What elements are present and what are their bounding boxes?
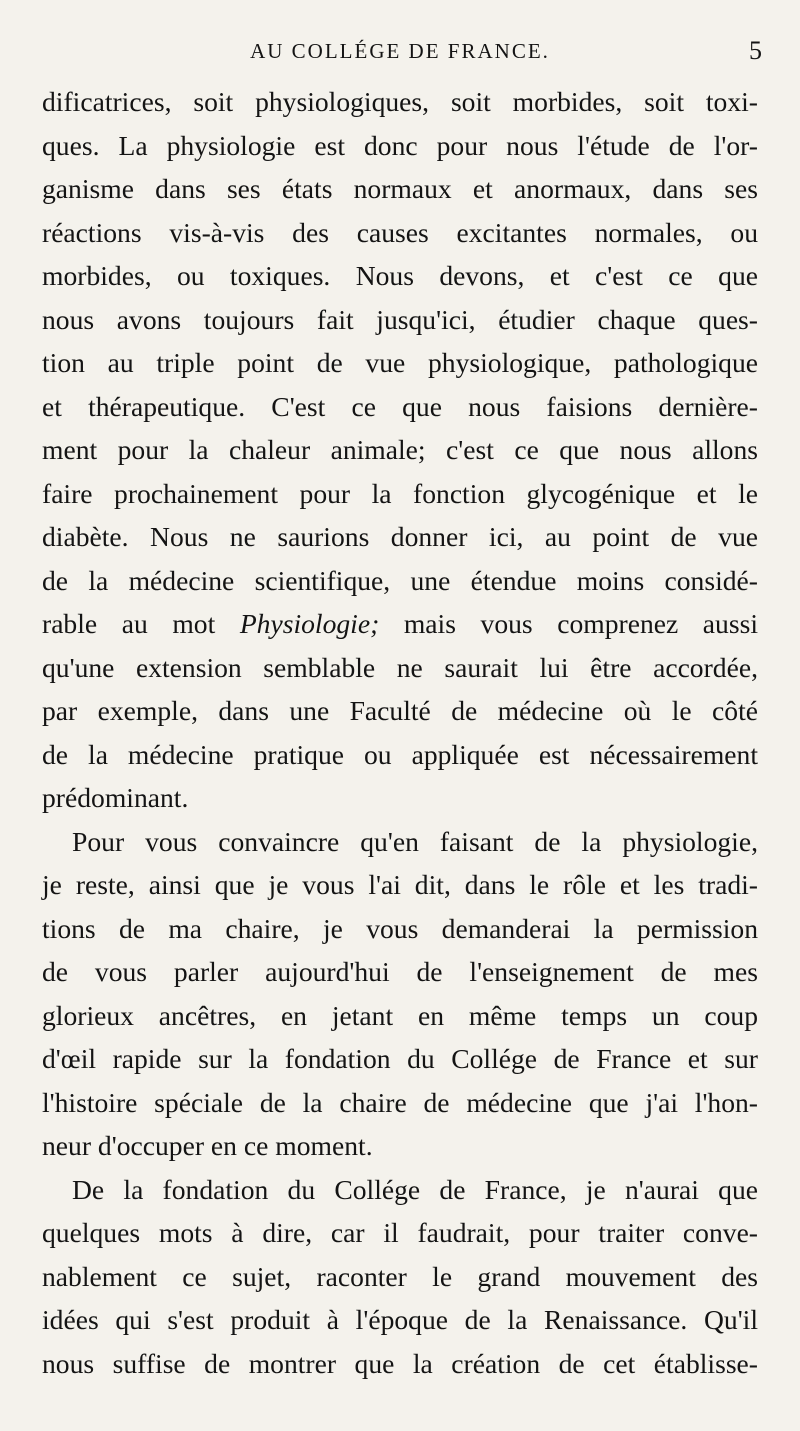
text-line: De la fondation du Collége de France, je n'aurai que bbox=[72, 1173, 758, 1205]
text-run: rable au mot bbox=[42, 608, 240, 639]
text-run: mais vous comprenez aussi bbox=[379, 608, 758, 639]
text-line: de la médecine scientifique, une étendue moins considé- bbox=[42, 564, 758, 596]
paragraph-3 bbox=[42, 1168, 758, 1386]
text-line: réactions vis-à-vis des causes excitantes normales, ou bbox=[42, 216, 758, 248]
text-line: ment pour la chaleur animale; c'est ce que nous allons bbox=[42, 434, 758, 465]
paragraph-2 bbox=[42, 820, 758, 1168]
text-line: nous suffise de montrer que la création de cet établisse- bbox=[42, 1347, 758, 1379]
body-text bbox=[42, 80, 758, 1385]
text-line: nous avons toujours fait jusqu'ici, étudier chaque ques- bbox=[42, 303, 758, 335]
text-line: dificatrices, soit physiologiques, soit morbides, soit toxi- bbox=[42, 86, 758, 117]
text-line: d'œil rapide sur la fondation du Collége de France et sur bbox=[42, 1043, 758, 1074]
running-title: AU COLLÉGE DE FRANCE. bbox=[250, 39, 550, 63]
emphasized-word: Physiologie; bbox=[239, 608, 380, 639]
text-line: morbides, ou toxiques. Nous devons, et c'est ce que bbox=[42, 260, 758, 291]
text-line: diabète. Nous ne saurions donner ici, au point de vue bbox=[42, 521, 758, 552]
text-line: et thérapeutique. C'est ce que nous faisions dernière- bbox=[42, 390, 758, 422]
page-number: 5 bbox=[749, 36, 762, 65]
text-line: faire prochainement pour la fonction glycogénique et le bbox=[42, 477, 758, 509]
text-line: l'histoire spéciale de la chaire de médecine que j'ai l'hon- bbox=[42, 1086, 758, 1118]
text-line: neur d'occuper en ce moment. bbox=[42, 1130, 373, 1161]
text-line: de la médecine pratique ou appliquée est nécessairement bbox=[42, 738, 758, 770]
text-line: Pour vous convaincre qu'en faisant de la physiologie, bbox=[72, 825, 758, 857]
text-line: prédominant. bbox=[42, 782, 189, 813]
text-line: nablement ce sujet, raconter le grand mouvement des bbox=[42, 1260, 758, 1292]
text-line: ganisme dans ses états normaux et anormaux, dans ses bbox=[42, 173, 758, 204]
text-line: qu'une extension semblable ne saurait lui être accordée, bbox=[42, 651, 758, 683]
text-line: glorieux ancêtres, en jetant en même temps un coup bbox=[42, 999, 758, 1031]
text-line: idées qui s'est produit à l'époque de la Renaissance. Qu'il bbox=[42, 1304, 758, 1335]
text-line: par exemple, dans une Faculté de médecine où le côté bbox=[42, 695, 758, 726]
paragraph-1 bbox=[42, 80, 758, 820]
text-line: quelques mots à dire, car il faudrait, pour traiter conve- bbox=[42, 1217, 758, 1248]
text-line: je reste, ainsi que je vous l'ai dit, dans le rôle et les tradi- bbox=[42, 869, 758, 900]
text-line: ques. La physiologie est donc pour nous l'étude de l'or- bbox=[42, 129, 758, 161]
text-line-with-emphasis bbox=[42, 602, 758, 646]
text-line: tion au triple point de vue physiologique, pathologique bbox=[42, 347, 758, 378]
text-line: de vous parler aujourd'hui de l'enseignement de mes bbox=[42, 956, 758, 987]
text-line: tions de ma chaire, je vous demanderai la permission bbox=[42, 912, 758, 944]
running-header bbox=[0, 36, 800, 66]
